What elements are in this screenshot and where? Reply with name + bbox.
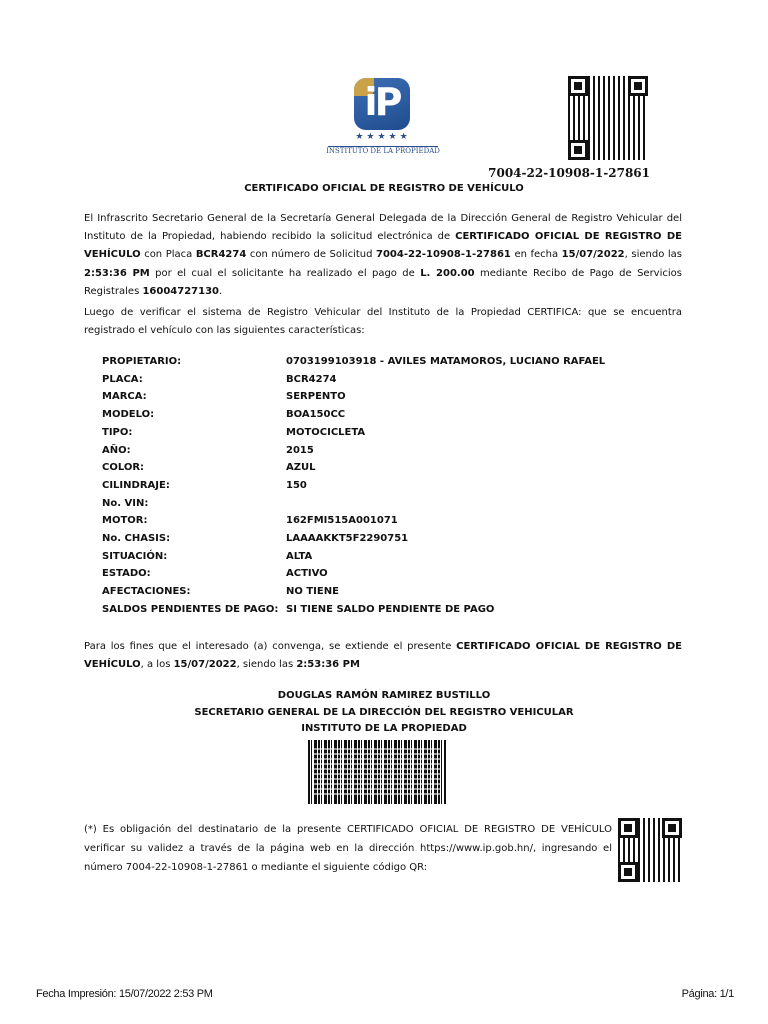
qr-finder-pattern (628, 76, 648, 96)
issue-time: 2:53:36 PM (296, 659, 360, 671)
field-value: SERPENTO (286, 391, 346, 403)
text-segment: mediante Recibo de Pago de Servicios Registrales (84, 267, 682, 297)
field-label: CILINDRAJE: (102, 479, 170, 491)
field-label: MOTOR: (102, 515, 148, 527)
verification-note: (*) Es obligación del destinatario de la presente CERTIFICADO OFICIAL DE REGISTRO DE VEHÍCULO verificar su validez a través de la página web en la dirección https://www.ip.gob.hn/, ingresando el número 7004-22-10908-1-27861 o mediante el siguiente código QR: (84, 824, 612, 873)
receipt-number: 16004727130 (142, 285, 220, 297)
document-title: CERTIFICADO OFICIAL DE REGISTRO DE VEHÍCULO (244, 183, 524, 194)
field-label: ESTADO: (102, 568, 151, 580)
field-label: TIPO: (102, 426, 133, 438)
text-segment: Para los fines que el interesado (a) convenga, se extiende el presente (84, 641, 457, 652)
field-value: LAAAAKKT5F2290751 (286, 533, 409, 544)
field-value: BCR4274 (286, 373, 337, 385)
field-label: AÑO: (102, 444, 131, 456)
field-label: COLOR: (102, 462, 145, 474)
qr-finder-pattern (618, 862, 638, 882)
text-segment: , siendo las (236, 659, 297, 671)
intro-paragraph (84, 210, 682, 301)
field-label: PROPIETARIO: (102, 356, 182, 367)
field-label: SITUACIÓN: (102, 550, 168, 562)
logo-institution-name: INSTITUTO DE LA PROPIEDAD (326, 147, 440, 155)
field-value: ACTIVO (286, 568, 328, 580)
field-value: 150 (286, 479, 307, 491)
field-label: MODELO: (102, 409, 155, 421)
field-value: AZUL (286, 462, 316, 474)
closing-paragraph (84, 638, 682, 674)
field-label: PLACA: (102, 373, 143, 385)
digital-signature-barcode (308, 740, 446, 804)
print-date: Fecha Impresión: 15/07/2022 2:53 PM (36, 988, 213, 1000)
text-segment: por el cual el solicitante ha realizado el pago de (149, 267, 421, 279)
logo-stars: ★★★★★ (355, 132, 411, 142)
certificate-name: CERTIFICADO OFICIAL DE REGISTRO DE VEHÍCULO (84, 231, 682, 261)
field-value: ALTA (286, 550, 313, 562)
field-label: SALDOS PENDIENTES DE PAGO: (102, 603, 279, 615)
qr-finder-pattern (568, 76, 588, 96)
field-label: No. CHASIS: (102, 533, 171, 544)
text-segment: con número de Solicitud (246, 249, 376, 261)
payment-amount: L. 200.00 (420, 267, 475, 279)
request-number-inline: 7004-22-10908-1-27861 (376, 249, 511, 261)
certificate-name: CERTIFICADO OFICIAL DE REGISTRO DE VEHÍCULO (84, 641, 682, 671)
signatory-title: SECRETARIO GENERAL DE LA DIRECCIÓN DEL REGISTRO VEHICULAR (194, 707, 574, 718)
verification-qr-code (616, 816, 684, 884)
qr-finder-pattern (568, 140, 588, 160)
text-segment: , siendo las (624, 249, 682, 261)
field-label: AFECTACIONES: (102, 586, 191, 598)
certification-paragraph: Luego de verificar el sistema de Registro Vehicular del Instituto de la Propiedad CERTIFICA: que se encuentra registrado el vehículo con las siguientes características: (84, 307, 682, 337)
signatory-institution: INSTITUTO DE LA PROPIEDAD (301, 723, 467, 734)
text-segment: El Infrascrito Secretario General de la Secretaría General Delegada de la Dirección General de Registro Vehicular del Instituto de la Propiedad, habiendo recibido la solicitud electrónica de (84, 213, 682, 243)
plate-number: BCR4274 (195, 249, 247, 261)
request-time: 2:53:36 PM (84, 267, 150, 279)
field-value: 2015 (286, 444, 314, 456)
field-value: BOA150CC (286, 409, 346, 421)
field-value: NO TIENE (286, 586, 339, 598)
text-segment: , a los (140, 659, 174, 671)
verification-qr-code (566, 74, 650, 162)
request-date: 15/07/2022 (561, 249, 625, 261)
logo-letters: iP (364, 80, 400, 124)
qr-finder-pattern (662, 818, 682, 838)
text-segment: . (219, 285, 223, 297)
field-value: SI TIENE SALDO PENDIENTE DE PAGO (286, 603, 495, 615)
logo-badge (354, 78, 410, 130)
request-number: 7004-22-10908-1-27861 (488, 166, 650, 180)
field-label: MARCA: (102, 391, 147, 403)
page-number: Página: 1/1 (681, 988, 734, 1000)
field-label: No. VIN: (102, 497, 149, 509)
signatory-name: DOUGLAS RAMÓN RAMIREZ BUSTILLO (277, 690, 491, 701)
text-segment: en fecha (510, 249, 562, 261)
text-segment: con Placa (140, 249, 196, 261)
qr-finder-pattern (618, 818, 638, 838)
field-value: 162FMI515A001071 (286, 515, 398, 527)
institution-logo (322, 74, 444, 160)
field-value: MOTOCICLETA (286, 426, 366, 438)
field-value: 0703199103918 - AVILES MATAMOROS, LUCIANO RAFAEL (286, 356, 606, 367)
issue-date: 15/07/2022 (173, 659, 237, 671)
